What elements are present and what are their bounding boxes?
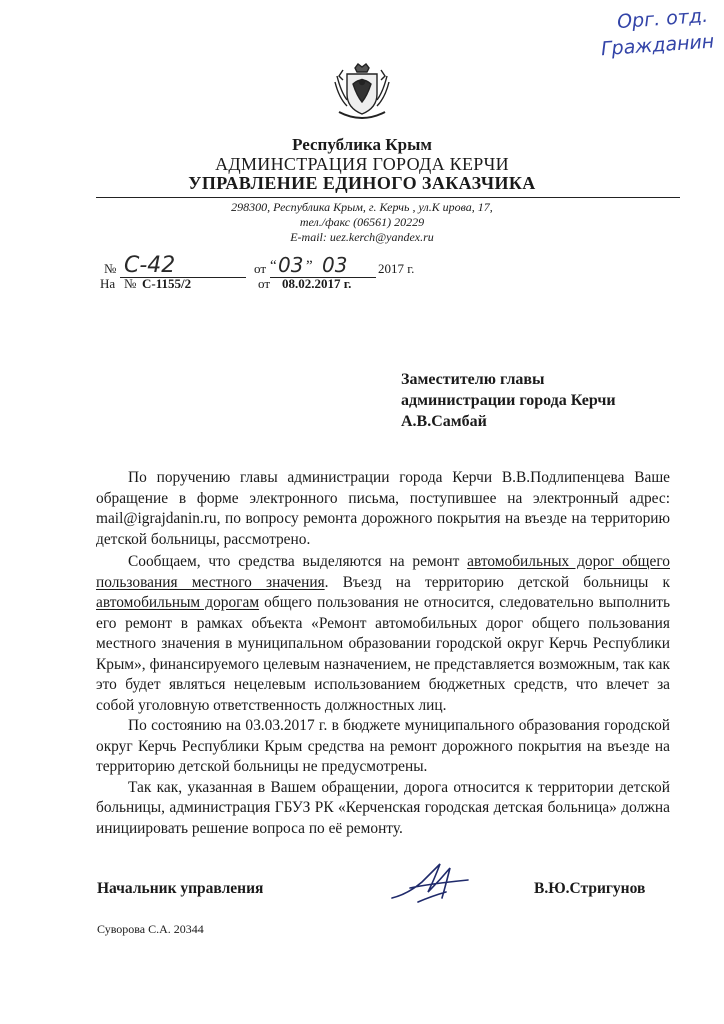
- incoming-na-label: На: [100, 276, 116, 291]
- letter-body: [96, 468, 670, 839]
- letterhead-republic: Республика Крым: [292, 135, 432, 154]
- body-p2-text-c: общего пользования не относится, следовательно выполнить его ремонт в рамках объекта «Ремонт автомобильных дорог общего пользования местного значения в муниципальном образовании городской округ Керчь Республики Крым», финансируемого целевым назначением, не представляется возможным, так как это будет являться нецелевым использованием бюджетных средств, что влечет за собой уголовную ответственность должностных лиц.: [96, 594, 670, 714]
- handwritten-note: [598, 2, 724, 63]
- signature-name: В.Ю.Стригунов: [534, 880, 646, 897]
- body-paragraph-2: [96, 552, 670, 716]
- body-paragraph-3: По состоянию на 03.03.2017 г. в бюджете муниципального образования городской округ Керчь Республики Крым средства на ремонт дорожного покрытия на въезде на территорию детской больницы не предусмотрены.: [96, 717, 670, 775]
- body-p2-text-b: . Въезд на территорию детской больницы к: [324, 573, 670, 591]
- body-p2-text-a: Сообщаем, что средства выделяются на ремонт: [128, 553, 468, 570]
- coat-of-arms-emblem: [333, 62, 391, 122]
- handwritten-note-line2: Гражданин: [600, 30, 715, 61]
- letterhead-department: УПРАВЛЕНИЕ ЕДИНОГО ЗАКАЗЧИКА: [188, 173, 536, 193]
- body-paragraph-4: Так как, указанная в Вашем обращении, дорога относится к территории детской больницы, администрация ГБУЗ РК «Керченская городская детская больница» должна инициировать решение вопроса по её ремонту.: [96, 778, 670, 837]
- outgoing-quote-open: “: [270, 258, 277, 274]
- outgoing-day: 03: [278, 253, 304, 277]
- outgoing-year: 2017 г.: [378, 261, 415, 276]
- executor-info: Суворова С.А. 20344: [97, 922, 204, 936]
- letterhead-address: 298300, Республика Крым, г. Керчь , ул.К ирова, 17,: [231, 200, 493, 214]
- letterhead-phone: тел./факс (06561) 20229: [299, 215, 425, 229]
- outgoing-month: 03: [322, 253, 348, 277]
- outgoing-quote-close: ”: [306, 258, 313, 274]
- body-p2-underlined-1: автомобильных дорог общего пользования местного значения: [96, 553, 670, 591]
- handwritten-signature: [388, 858, 472, 908]
- letterhead-administration: АДМИНСТРАЦИЯ ГОРОДА КЕРЧИ: [215, 154, 509, 174]
- handwritten-note-line1: Орг. отд.: [616, 4, 709, 34]
- letterhead-rule: [96, 197, 680, 198]
- incoming-number: С-1155/2: [142, 276, 192, 291]
- outgoing-from-label: от: [254, 261, 267, 276]
- addressee-line1: Заместителю главы: [401, 371, 545, 388]
- incoming-no-label: №: [124, 276, 137, 291]
- addressee: [401, 369, 616, 432]
- letterhead-email: E-mail: uez.kerch@yandex.ru: [290, 230, 434, 244]
- incoming-ref: [100, 276, 430, 294]
- addressee-line2: администрации города Керчи: [401, 392, 616, 409]
- body-p2-underlined-2: автомобильным дорогам: [96, 594, 260, 611]
- body-paragraph-1: По поручению главы администрации города Керчи В.В.Подлипенцева Ваше обращение в форме электронного письма, поступившее на электронный адрес: mail@igrajdanin.ru, по вопросу ремонта дорожного покрытия на въезде на территорию детской больницы, рассмотрено.: [96, 469, 670, 548]
- incoming-date: 08.02.2017 г.: [282, 276, 352, 291]
- incoming-from-label: от: [258, 276, 271, 291]
- signature-position: Начальник управления: [97, 880, 264, 897]
- addressee-line3: А.В.Самбай: [401, 413, 487, 430]
- outgoing-no-label: №: [104, 261, 117, 276]
- outgoing-number: С-42: [124, 253, 176, 278]
